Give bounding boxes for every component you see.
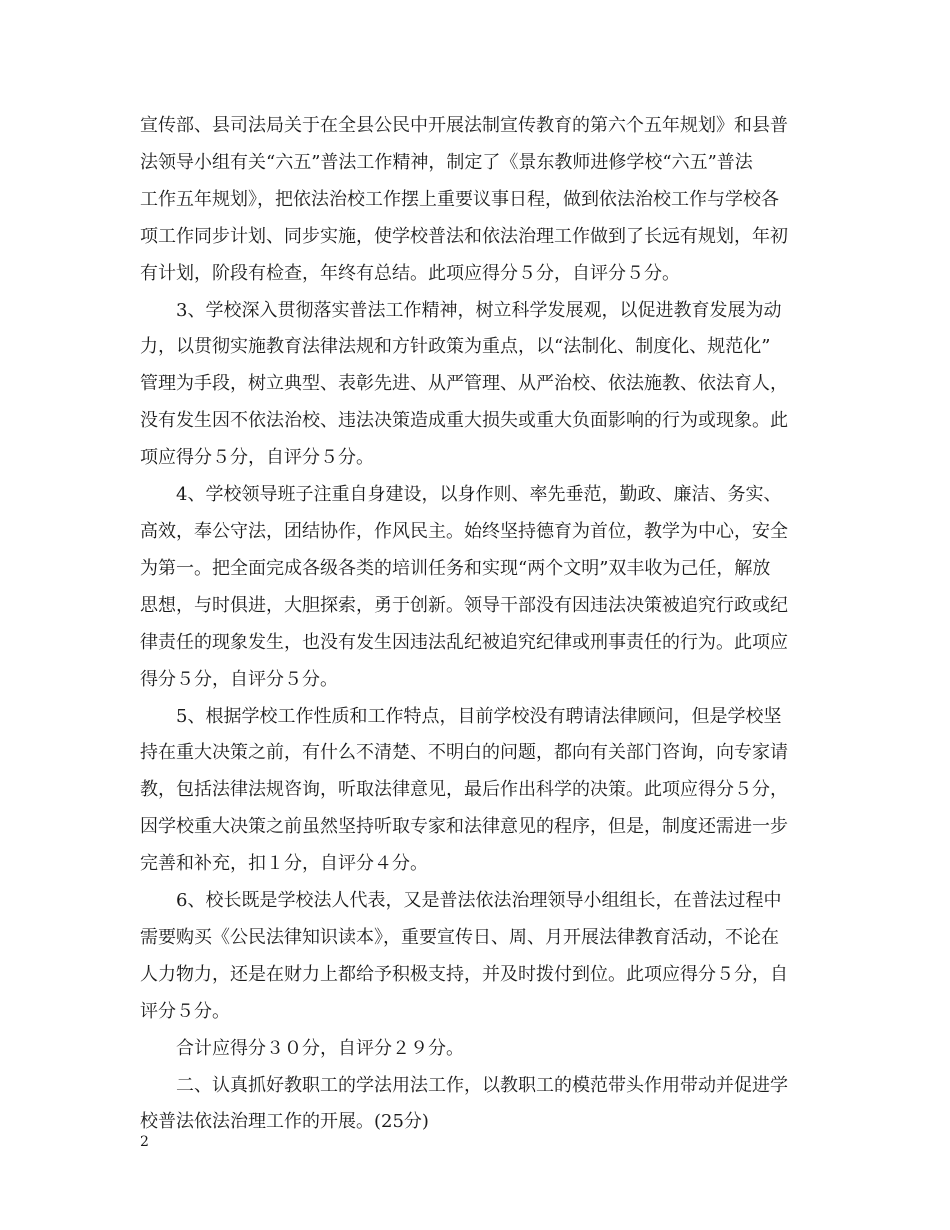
text-line: 5、根据学校工作性质和工作特点，目前学校没有聘请法律顾问，但是学校坚 [176,705,782,727]
text-line: 律责任的现象发生，也没有发生因违法乱纪被追究纪律或刑事责任的行为。此项应 [140,631,788,653]
text-line: 校普法依法治理工作的开展。(25分) [140,1111,429,1133]
text-line: 二、认真抓好教职工的学法用法工作，以教职工的模范带头作用带动并促进学 [176,1074,788,1096]
text-line: 得分５分，自评分５分。 [140,668,338,690]
text-line: 管理为手段，树立典型、表彰先进、从严管理、从严治校、依法施教、依法育人， [140,373,788,395]
text-line: 合计应得分３０分，自评分２９分。 [176,1037,464,1059]
paragraph [140,883,812,1031]
paragraph [140,699,812,884]
text-line: 4、学校领导班子注重自身建设，以身作则、率先垂范，勤政、廉洁、务实、 [176,484,782,506]
text-line: 高效，奉公守法，团结协作，作风民主。始终坚持德育为首位，教学为中心，安全 [140,520,788,542]
text-line: 思想，与时俱进，大胆探索，勇于创新。领导干部没有因违法决策被追究行政或纪 [140,594,788,616]
text-line: 完善和补充，扣１分，自评分４分。 [140,853,428,875]
paragraph [140,1031,812,1068]
text-line: 有计划，阶段有检查，年终有总结。此项应得分５分，自评分５分。 [140,262,680,284]
paragraph [140,293,812,478]
text-line: 持在重大决策之前，有什么不清楚、不明白的问题，都向有关部门咨询，向专家请 [140,742,788,764]
text-line: 法领导小组有关“六五”普法工作精神，制定了《景东教师进修学校“六五”普法 [140,151,753,173]
paragraph [140,1068,812,1142]
text-line: 工作五年规划》，把依法治校工作摆上重要议事日程，做到依法治校工作与学校各 [140,188,779,210]
text-line: 力，以贯彻实施教育法律法规和方针政策为重点，以“法制化、制度化、规范化” [140,336,771,358]
text-line: 没有发生因不依法治校、违法决策造成重大损失或重大负面影响的行为或现象。此 [140,410,788,432]
text-line: 项工作同步计划、同步实施，使学校普法和依法治理工作做到了长远有规划，年初 [140,225,788,247]
text-line: 人力物力，还是在财力上都给予积极支持，并及时拨付到位。此项应得分５分，自 [140,963,788,985]
paragraph [140,477,812,698]
paragraph [140,108,812,293]
text-line: 因学校重大决策之前虽然坚持听取专家和法律意见的程序，但是，制度还需进一步 [140,816,788,838]
text-line: 需要购买《公民法律知识读本》，重要宣传日、周、月开展法律教育活动，不论在 [140,926,779,948]
text-line: 宣传部、县司法局关于在全县公民中开展法制宣传教育的第六个五年规划》和县普 [140,115,788,136]
text-line: 3、学校深入贯彻落实普法工作精神，树立科学发展观，以促进教育发展为动 [176,299,782,321]
text-line: 教，包括法律法规咨询，听取法律意见，最后作出科学的决策。此项应得分５分， [140,779,788,801]
text-line: 为第一。把全面完成各级各类的培训任务和实现“两个文明”双丰收为己任，解放 [140,557,771,579]
page-number: 2 [140,1134,149,1150]
text-line: 6、校长既是学校法人代表，又是普法依法治理领导小组组长，在普法过程中 [176,890,782,912]
text-line: 评分５分。 [140,1000,230,1022]
document-body [140,108,812,1141]
text-line: 项应得分５分，自评分５分。 [140,447,374,469]
